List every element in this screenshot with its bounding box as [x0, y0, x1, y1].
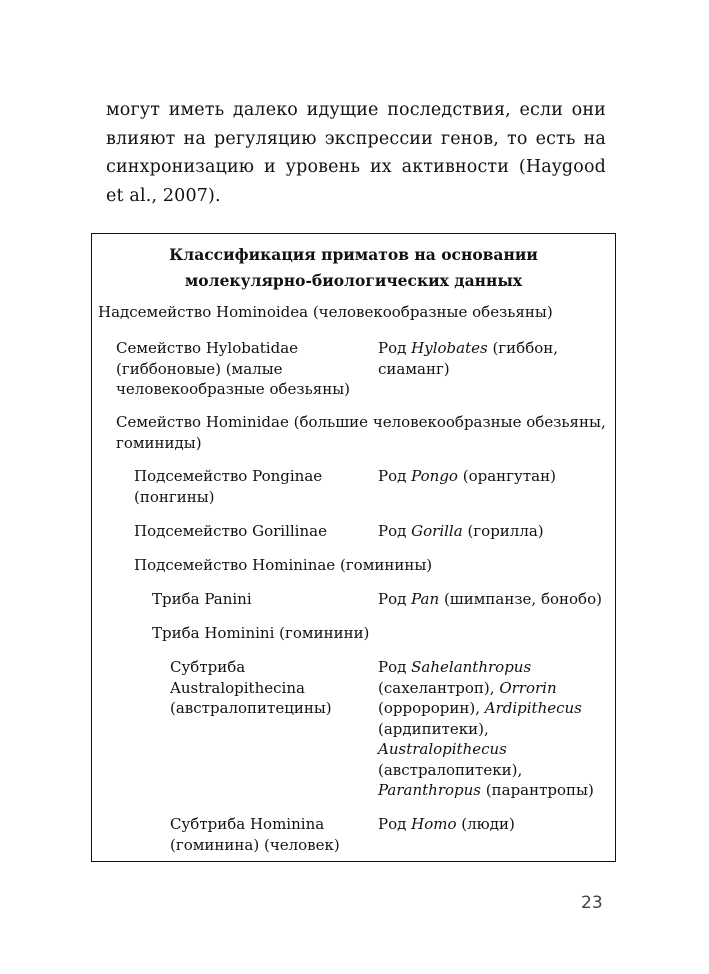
genus-common-name: (ардипитеки), — [378, 719, 489, 738]
genus-name: Sahelanthropus — [411, 658, 532, 676]
page-number: 23 — [581, 893, 603, 913]
genus-name: Ardipithecus — [484, 699, 582, 717]
genus-name: Pongo — [411, 467, 458, 485]
genus-common-name: (гиббон, — [492, 339, 559, 357]
classification-box — [91, 233, 616, 862]
paragraph-line: влияют на регуляцию экспрессии генов, то есть на — [106, 128, 606, 149]
paragraph-line: et al., 2007). — [106, 185, 221, 206]
taxon-line: Субтриба — [170, 658, 246, 676]
genus-line — [378, 589, 602, 610]
taxon-line: (понгины) — [134, 487, 215, 506]
taxon-line: (австралопитецины) — [170, 699, 332, 717]
genus-common-name: сиаманг) — [378, 359, 450, 378]
genus-line — [378, 814, 515, 835]
paragraph-line: синхронизацию и уровень их активности (Haygood — [106, 157, 606, 177]
genus-name: Orrorin — [499, 678, 557, 697]
genus-line — [378, 698, 594, 719]
genus-label: Род — [378, 467, 407, 485]
taxon-line: (гоминина) (человек) — [170, 835, 340, 854]
subfamily-homininae: Подсемейство Homininae (гоминины) — [134, 556, 433, 574]
genera-australopithecina — [378, 657, 594, 801]
genus-gorilla — [378, 521, 544, 542]
genus-common-name: (шимпанзе, бонобо) — [443, 590, 602, 608]
genus-label: Род — [378, 522, 407, 540]
genus-name: Hylobates — [411, 339, 488, 357]
genus-name: Homo — [411, 815, 457, 833]
taxon-line: Субтриба Hominina — [170, 815, 325, 833]
tribe-panini: Триба Panini — [152, 590, 252, 608]
genus-homo — [378, 814, 515, 835]
taxon-line: Australopithecina — [170, 678, 305, 697]
genus-name: Paranthropus — [378, 781, 481, 799]
subtribe-hominina — [170, 814, 340, 855]
family-hominidae — [116, 412, 606, 453]
subtribe-australopithecina — [170, 657, 332, 719]
box-title-line: Классификация приматов на основании — [169, 245, 538, 264]
genus-common-name: (австралопитеки), — [378, 760, 523, 779]
genus-label: Род — [378, 590, 407, 608]
genus-name: Australopithecus — [378, 740, 507, 758]
box-title-line: молекулярно-биологических данных — [184, 271, 523, 290]
genus-line — [378, 657, 594, 678]
taxon-line: Подсемейство Ponginae — [134, 467, 323, 485]
genus-label: Род — [378, 815, 407, 833]
genus-line — [378, 338, 558, 359]
genus-pan — [378, 589, 602, 610]
genus-name: Gorilla — [411, 522, 463, 540]
genus-pongo — [378, 466, 556, 487]
subfamily-gorillinae: Подсемейство Gorillinae — [134, 522, 327, 540]
genus-common-name: (орророрин), — [378, 699, 480, 717]
taxon-line: человекообразные обезьяны) — [116, 380, 350, 398]
taxon-line: (гиббоновые) (малые — [116, 359, 283, 378]
genus-line — [378, 780, 594, 801]
taxon-line: гоминиды) — [116, 433, 202, 452]
genus-common-name: (парантропы) — [485, 781, 594, 799]
genus-line — [378, 466, 556, 487]
genus-label: Род — [378, 339, 407, 357]
box-title — [92, 242, 615, 294]
paragraph-line: могут иметь далеко идущие последствия, если они — [106, 100, 606, 120]
genus-line — [378, 678, 594, 699]
taxon-line: Семейство Hominidae (большие человекообразные обезьяны, — [116, 413, 606, 431]
genus-common-name: (сахелантроп), — [378, 678, 495, 697]
subfamily-ponginae — [134, 466, 322, 507]
superfamily-hominoidea: Надсемейство Hominoidea (человекообразные обезьяны) — [98, 303, 553, 321]
genus-line — [378, 739, 594, 760]
genus-hylobates — [378, 338, 558, 379]
taxon-line: Семейство Hylobatidae — [116, 339, 299, 357]
genus-common-name: (люди) — [461, 815, 515, 833]
genus-name: Pan — [411, 590, 440, 608]
genus-common-name: (горилла) — [467, 522, 544, 540]
genus-label: Род — [378, 658, 407, 676]
genus-line — [378, 521, 544, 542]
body-paragraph — [106, 96, 606, 210]
genus-common-name: (орангутан) — [462, 467, 556, 485]
family-hylobatidae — [116, 338, 350, 400]
tribe-hominini: Триба Hominini (гоминини) — [152, 624, 370, 642]
